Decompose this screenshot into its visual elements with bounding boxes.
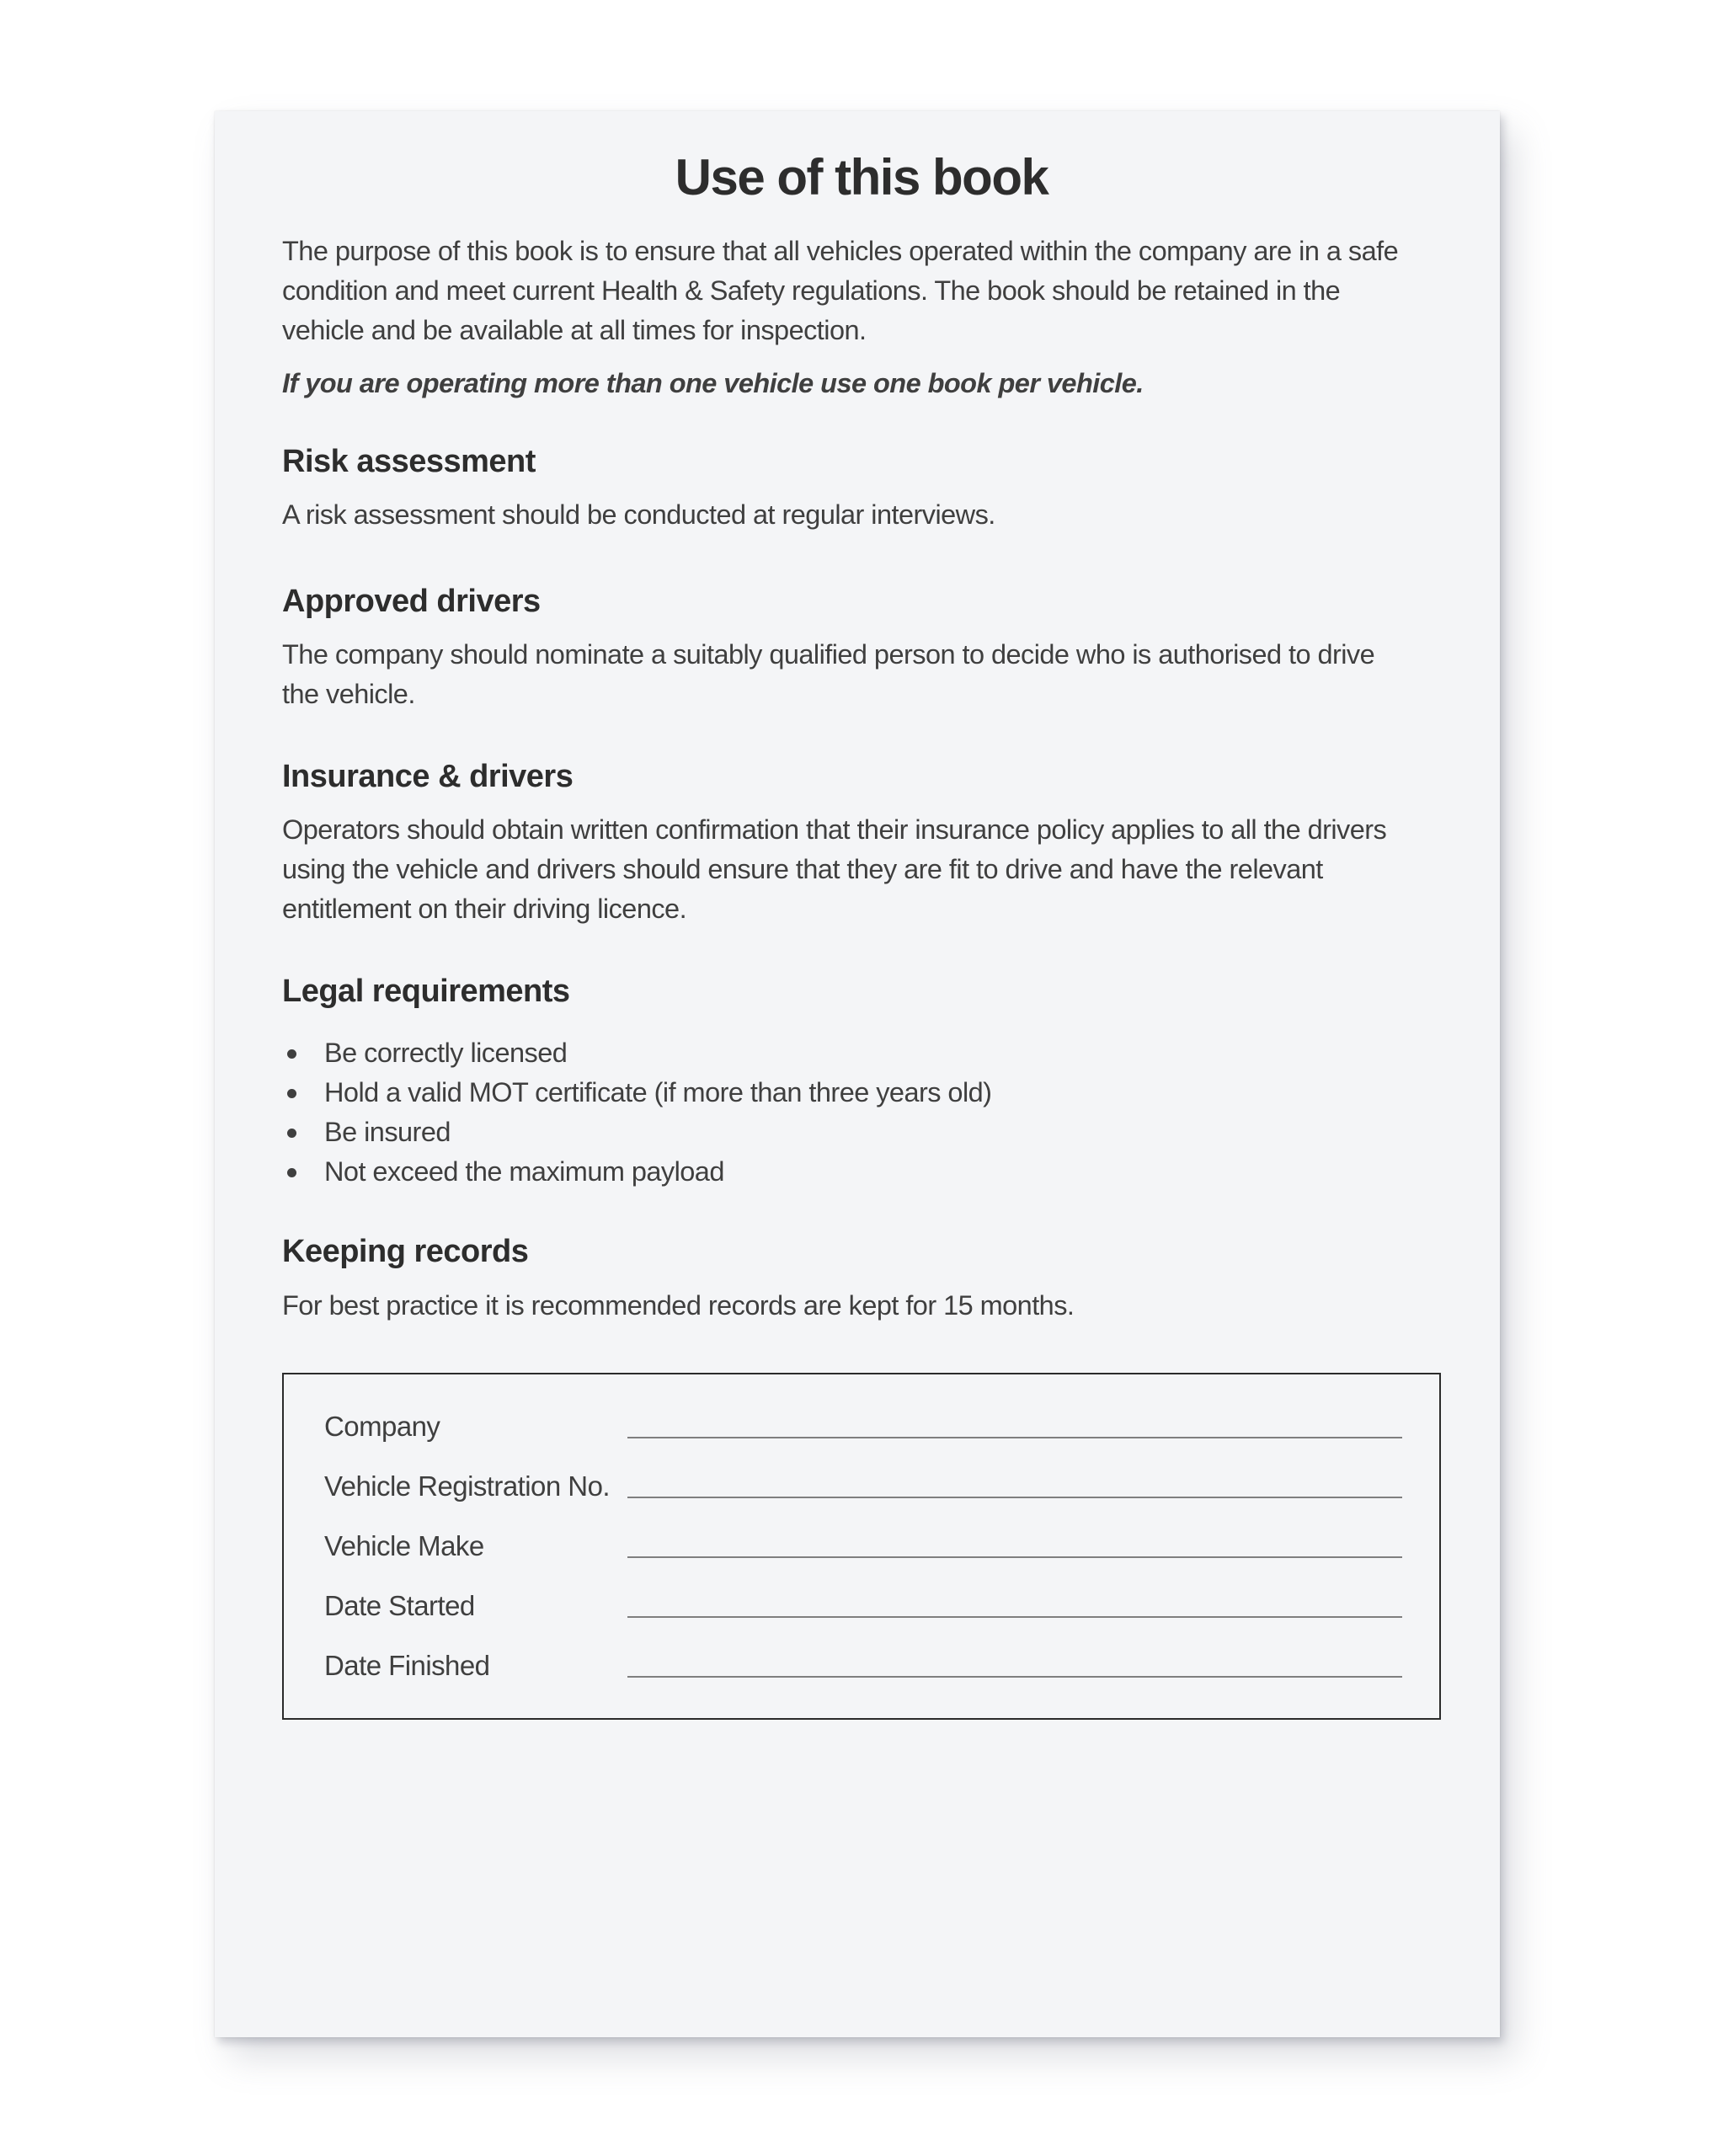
risk-assessment-paragraph — [282, 495, 1441, 535]
intro-line: The purpose of this book is to ensure that all vehicles operated within the company are in a safe — [282, 236, 1399, 266]
form-row-vehicle-registration-no — [324, 1438, 1402, 1502]
list-item: Not exceed the maximum payload — [282, 1152, 1441, 1192]
vehicle-registration-no-field-label: Vehicle Registration No. — [324, 1470, 610, 1502]
intro-line: vehicle and be available at all times for inspection. — [282, 315, 867, 345]
body-line: For best practice it is recommended records are kept for 15 months. — [282, 1290, 1075, 1321]
date-started-field-label: Date Started — [324, 1590, 475, 1621]
keeping-records-paragraph — [282, 1286, 1441, 1326]
section-heading-approved-drivers: Approved drivers — [282, 584, 541, 619]
form-row-vehicle-make — [324, 1498, 1402, 1561]
list-item: Hold a valid MOT certificate (if more than three years old) — [282, 1073, 1441, 1113]
intro-paragraph — [282, 232, 1441, 350]
date-finished-field-label: Date Finished — [324, 1650, 490, 1681]
document-page — [215, 111, 1500, 2037]
vehicle-details-form — [282, 1373, 1441, 1720]
approved-drivers-paragraph — [282, 635, 1441, 714]
body-line: The company should nominate a suitably qualified person to decide who is authorised to drive — [282, 639, 1375, 670]
insurance-drivers-paragraph — [282, 810, 1441, 929]
section-heading-risk-assessment: Risk assessment — [282, 444, 536, 479]
body-line: Operators should obtain written confirmation that their insurance policy applies to all the drivers — [282, 814, 1387, 845]
intro-line: condition and meet current Health & Safety regulations. The book should be retained in the — [282, 275, 1341, 306]
page-title: Use of this book — [675, 149, 1048, 205]
date-finished-field-line — [627, 1676, 1402, 1678]
body-line: A risk assessment should be conducted at regular interviews. — [282, 499, 995, 530]
vehicle-make-field-line — [627, 1556, 1402, 1558]
section-heading-insurance-drivers: Insurance & drivers — [282, 759, 574, 794]
body-line: the vehicle. — [282, 679, 415, 709]
form-row-date-started — [324, 1558, 1402, 1621]
vehicle-make-field-label: Vehicle Make — [324, 1530, 484, 1561]
page-content — [282, 111, 1441, 1720]
vehicle-registration-no-field-line — [627, 1497, 1402, 1498]
one-book-per-vehicle-notice: If you are operating more than one vehicle use one book per vehicle. — [282, 368, 1144, 398]
list-item: Be insured — [282, 1113, 1441, 1152]
body-line: entitlement on their driving licence. — [282, 894, 687, 924]
section-heading-keeping-records: Keeping records — [282, 1234, 529, 1269]
section-heading-legal-requirements: Legal requirements — [282, 974, 570, 1009]
body-line: using the vehicle and drivers should ensure that they are fit to drive and have the relevant — [282, 854, 1323, 884]
date-started-field-line — [627, 1616, 1402, 1618]
list-item: Be correctly licensed — [282, 1033, 1441, 1073]
legal-requirements-list — [282, 1033, 1441, 1192]
company-field-label: Company — [324, 1411, 440, 1442]
company-field-line — [627, 1437, 1402, 1438]
form-row-date-finished — [324, 1618, 1402, 1681]
form-row-company — [324, 1379, 1402, 1442]
